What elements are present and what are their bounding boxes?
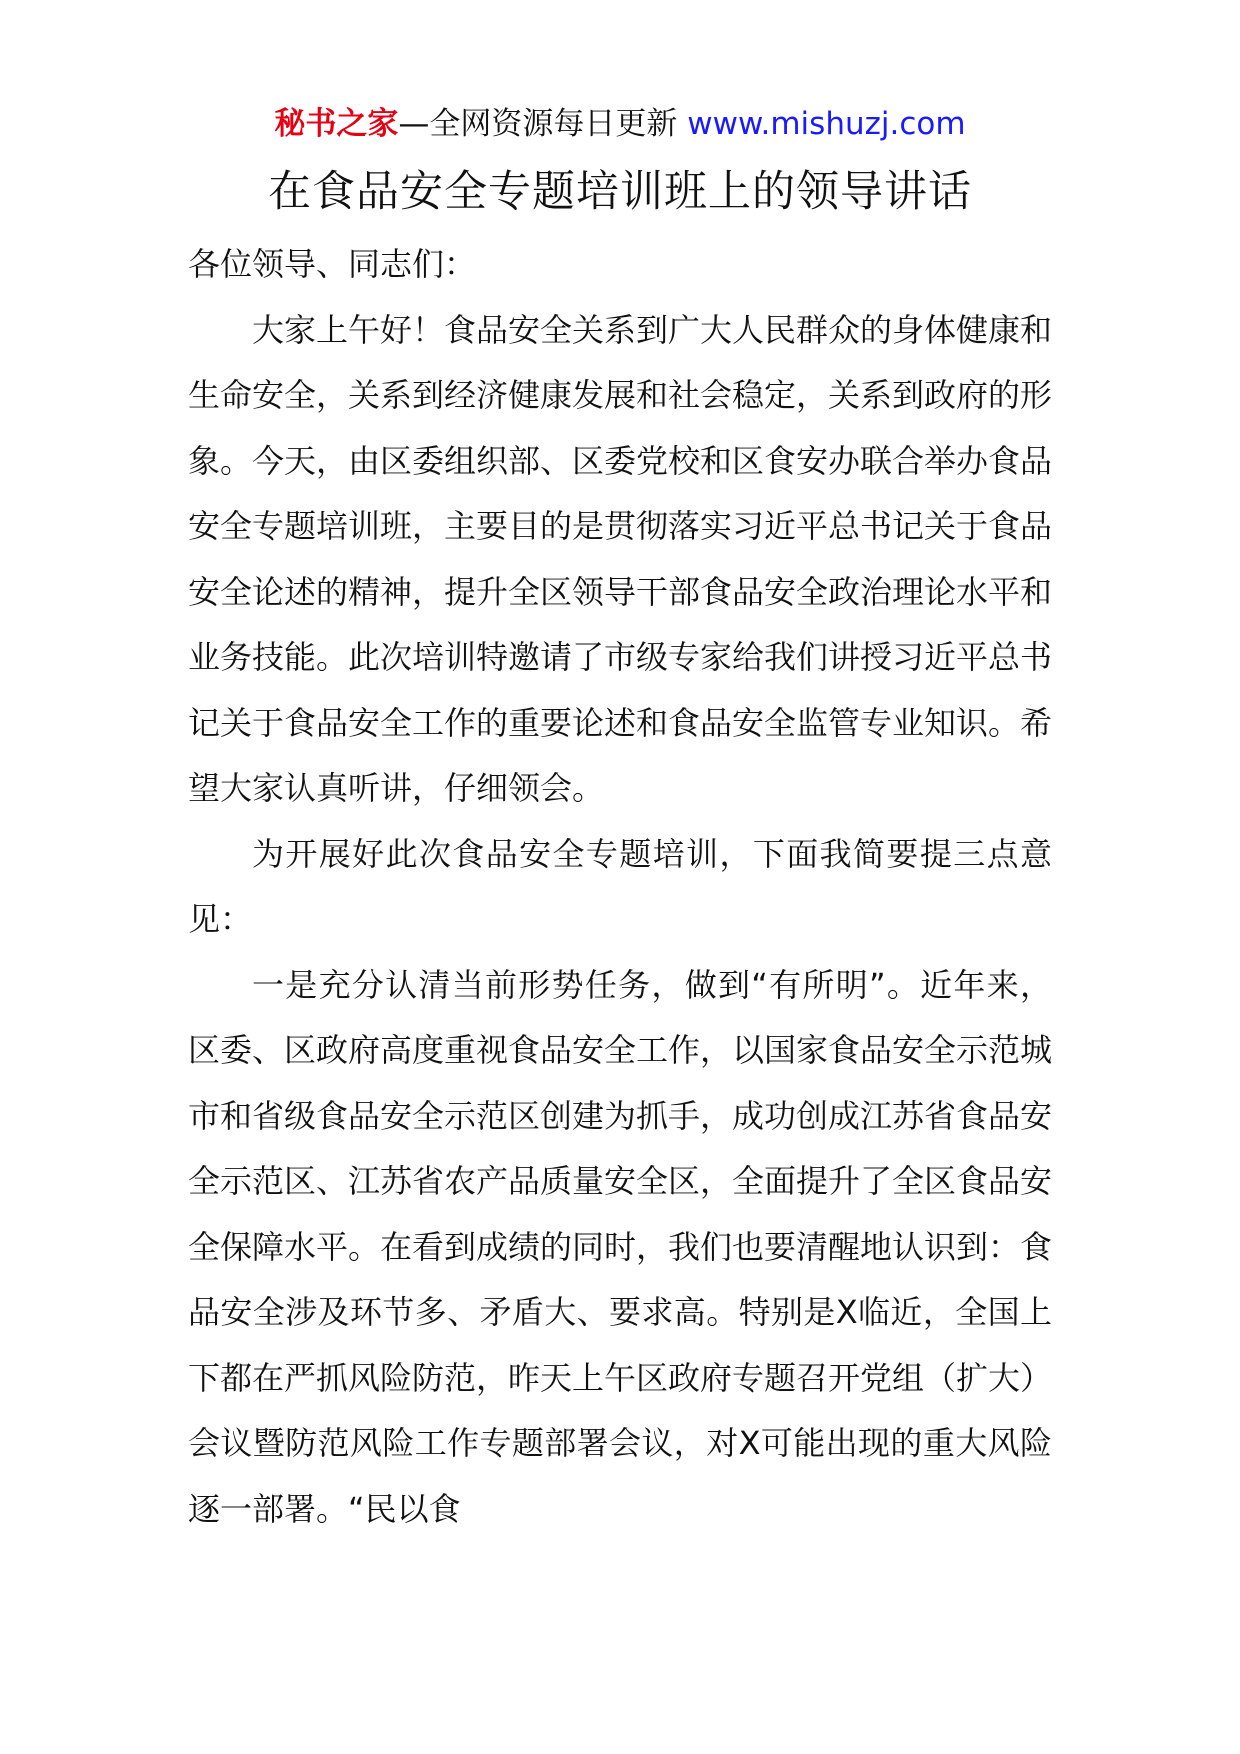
document-body xyxy=(188,232,1052,1542)
site-header xyxy=(0,102,1240,146)
header-tagline: —全网资源每日更新 xyxy=(398,106,688,142)
site-url-link[interactable]: www.mishuzj.com xyxy=(687,106,966,142)
salutation: 各位领导、同志们： xyxy=(188,245,477,283)
paragraph-opening: 大家上午好！食品安全关系到广大人民群众的身体健康和生命安全，关系到经济健康发展和社会稳定，关系到政府的形象。今天，由区委组织部、区委党校和区食安办联合举办食品安全专题培训班，主要目的是贯彻落实习近平总书记关于食品安全论述的精神，提升全区领导干部食品安全政治理论水平和业务技能。此次培训特邀请了市级专家给我们讲授习近平总书记关于食品安全工作的重要论述和食品安全监管专业知识。希望大家认真听讲，仔细领会。 xyxy=(188,310,1053,807)
paragraph-three-points: 为开展好此次食品安全专题培训，下面我简要提三点意见： xyxy=(188,834,1052,938)
document-title: 在食品安全专题培训班上的领导讲话 xyxy=(268,167,972,217)
paragraph-point-one: 一是充分认清当前形势任务，做到“有所明”。近年来，区委、区政府高度重视食品安全工作，以国家食品安全示范城市和省级食品安全示范区创建为抓手，成功创成江苏省食品安全示范区、江苏省农产品质量安全区，全面提升了全区食品安全保障水平。在看到成绩的同时，我们也要清醒地认识到：食品安全涉及环节多、矛盾大、要求高。特别是X临近，全国上下都在严抓风险防范，昨天上午区政府专题召开党组（扩大）会议暨防范风险工作专题部署会议，对X可能出现的重大风险逐一部署。“民以食 xyxy=(188,965,1053,1528)
brand-name: 秘书之家 xyxy=(274,106,399,142)
